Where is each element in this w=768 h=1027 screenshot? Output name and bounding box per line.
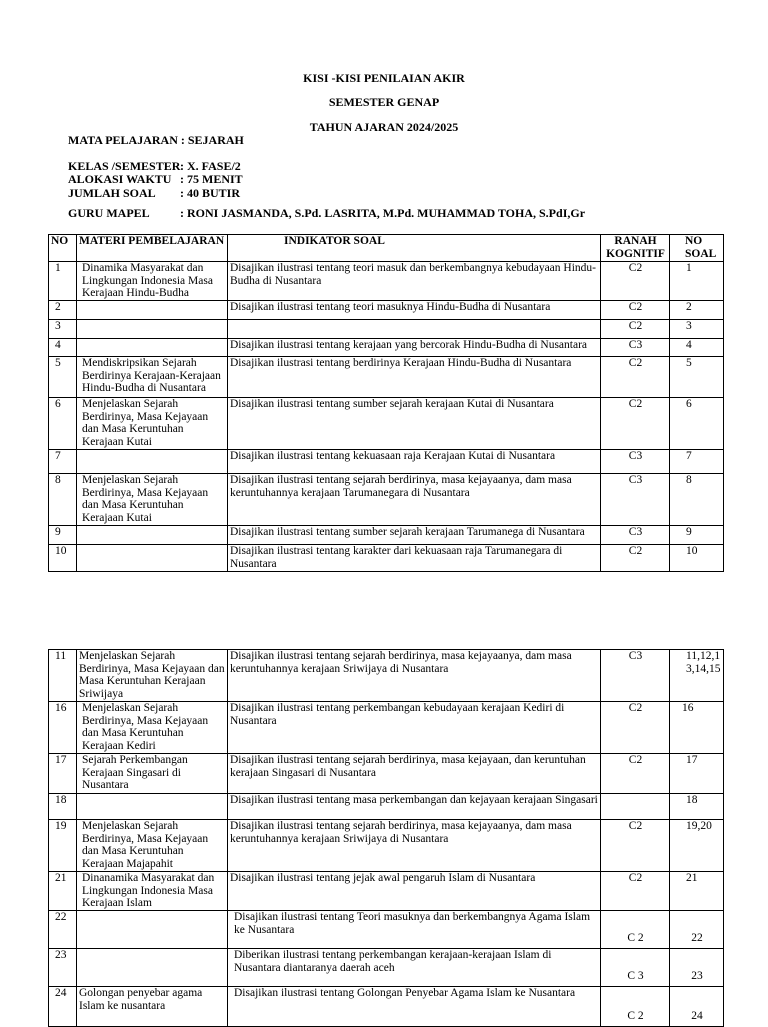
row-ranah: C 3 — [601, 949, 670, 987]
meta-alokasi — [68, 173, 243, 186]
table-row — [49, 526, 724, 545]
row-materi — [77, 450, 228, 474]
row-materi: Dinamika Masyarakat dan Lingkungan Indonesia Masa Kerajaan Hindu-Budha — [77, 262, 228, 301]
row-no: 22 — [49, 911, 77, 949]
table-header-row — [49, 235, 724, 262]
row-materi: Mendiskripsikan Sejarah Berdirinya Kerajaan-Kerajaan Hindu-Budha di Nusantara — [77, 357, 228, 398]
row-no: 19 — [49, 820, 77, 872]
row-no: 24 — [49, 987, 77, 1027]
row-nosoal: 7 — [670, 450, 724, 474]
row-ranah: C2 — [601, 320, 670, 339]
row-ranah: C2 — [601, 754, 670, 794]
row-ranah: C2 — [601, 545, 670, 572]
table-row — [49, 339, 724, 357]
row-materi: Menjelaskan Sejarah Berdirinya, Masa Kejayaan dan Masa Keruntuhan Kerajaan Kediri — [77, 702, 228, 754]
row-no: 23 — [49, 949, 77, 987]
table-row — [49, 301, 724, 320]
row-no: 4 — [49, 339, 77, 357]
table-row — [49, 650, 724, 702]
row-indikator: Disajikan ilustrasi tentang perkembangan kebudayaan kerajaan Kediri di Nusantara — [228, 702, 601, 754]
row-indikator: Disajikan ilustrasi tentang sejarah berdirinya, masa kejayaanya, dam masa keruntuhannya kerajaan Sriwijaya di Nusantara — [228, 650, 601, 702]
row-nosoal: 5 — [670, 357, 724, 398]
row-ranah: C 2 — [601, 987, 670, 1027]
row-indikator: Disajikan ilustrasi tentang teori masuknya Hindu-Budha di Nusantara — [228, 301, 601, 320]
row-no: 11 — [49, 650, 77, 702]
table-row — [49, 911, 724, 949]
doc-title-1: KISI -KISI PENILAIAN AKIR — [303, 71, 465, 85]
row-materi: Menjelaskan Sejarah Berdirinya, Masa Kejayaan dan Masa Keruntuhan Kerajaan Kutai — [77, 398, 228, 450]
row-indikator: Disajikan ilustrasi tentang sumber sejarah kerajaan Kutai di Nusantara — [228, 398, 601, 450]
row-ranah: C 2 — [601, 911, 670, 949]
row-nosoal: 4 — [670, 339, 724, 357]
meta-alokasi-value: : 75 MENIT — [180, 172, 243, 186]
row-nosoal: 3 — [670, 320, 724, 339]
row-materi: Menjelaskan Sejarah Berdirinya, Masa Kejayaan dan Masa Keruntuhan Kerajaan Sriwijaya — [77, 650, 228, 702]
row-no: 1 — [49, 262, 77, 301]
row-materi — [77, 526, 228, 545]
row-materi — [77, 339, 228, 357]
row-materi: Menjelaskan Sejarah Berdirinya, Masa Kejayaan dan Masa Keruntuhan Kerajaan Majapahit — [77, 820, 228, 872]
row-nosoal: 21 — [670, 872, 724, 911]
col-materi: MATERI PEMBELAJARAN — [77, 235, 228, 262]
row-indikator: Disajikan ilustrasi tentang teori masuk dan berkembangnya kebudayaan Hindu-Budha di Nusantara — [228, 262, 601, 301]
row-indikator: Disajikan ilustrasi tentang sumber sejarah kerajaan Tarumanega di Nusantara — [228, 526, 601, 545]
row-indikator: Disajikan ilustrasi tentang kekuasaan raja Kerajaan Kutai di Nusantara — [228, 450, 601, 474]
row-ranah: C3 — [601, 339, 670, 357]
col-nosoal: NO SOAL — [670, 235, 724, 262]
row-nosoal: 22 — [670, 911, 724, 949]
table-row — [49, 702, 724, 754]
meta-jumlah-value: : 40 BUTIR — [180, 186, 241, 200]
row-materi — [77, 911, 228, 949]
table-row — [49, 450, 724, 474]
meta-kelas-label: KELAS /SEMESTER — [68, 159, 181, 173]
col-ranah: RANAH KOGNITIF — [601, 235, 670, 262]
row-indikator: Disajikan ilustrasi tentang Golongan Penyebar Agama Islam ke Nusantara — [228, 987, 601, 1027]
row-no: 9 — [49, 526, 77, 545]
table-row — [49, 987, 724, 1027]
row-nosoal: 16 — [670, 702, 724, 754]
row-ranah: C2 — [601, 398, 670, 450]
row-nosoal: 18 — [670, 794, 724, 820]
meta-kelas-value: : X. FASE/2 — [180, 159, 241, 173]
row-materi — [77, 794, 228, 820]
row-indikator: Disajikan ilustrasi tentang sejarah berdirinya, masa kejayaan, dan keruntuhan kerajaan Singasari di Nusantara — [228, 754, 601, 794]
row-indikator: Disajikan ilustrasi tentang berdirinya Kerajaan Hindu-Budha di Nusantara — [228, 357, 601, 398]
meta-mapel: MATA PELAJARAN : SEJARAH — [68, 133, 244, 147]
table-row — [49, 872, 724, 911]
table-row — [49, 262, 724, 301]
row-ranah — [601, 794, 670, 820]
table-row — [49, 949, 724, 987]
row-indikator: Disajikan ilustrasi tentang jejak awal pengaruh Islam di Nusantara — [228, 872, 601, 911]
row-materi — [77, 949, 228, 987]
meta-alokasi-label: ALOKASI WAKTU — [68, 172, 172, 186]
table-row — [49, 474, 724, 526]
row-nosoal: 8 — [670, 474, 724, 526]
row-materi: Golongan penyebar agama Islam ke nusantara — [77, 987, 228, 1027]
row-materi: Menjelaskan Sejarah Berdirinya, Masa Kejayaan dan Masa Keruntuhan Kerajaan Kutai — [77, 474, 228, 526]
row-ranah: C2 — [601, 301, 670, 320]
row-ranah: C3 — [601, 450, 670, 474]
row-indikator — [228, 320, 601, 339]
row-materi — [77, 320, 228, 339]
table-row — [49, 794, 724, 820]
row-no: 5 — [49, 357, 77, 398]
row-nosoal: 11,12,13,14,15 — [670, 650, 724, 702]
row-nosoal: 19,20 — [670, 820, 724, 872]
meta-guru-label: GURU MAPEL — [68, 206, 150, 220]
table-row — [49, 754, 724, 794]
kisi-table-1 — [48, 234, 724, 572]
row-nosoal: 1 — [670, 262, 724, 301]
row-no: 3 — [49, 320, 77, 339]
row-ranah: C3 — [601, 474, 670, 526]
row-indikator: Disajikan ilustrasi tentang karakter dari kekuasaan raja Tarumanegara di Nusantara — [228, 545, 601, 572]
row-nosoal: 2 — [670, 301, 724, 320]
row-no: 17 — [49, 754, 77, 794]
meta-jumlah-label: JUMLAH SOAL — [68, 186, 156, 200]
row-ranah: C2 — [601, 702, 670, 754]
row-indikator: Diberikan ilustrasi tentang perkembangan kerajaan-kerajaan Islam di Nusantara diantaranya daerah aceh — [228, 949, 601, 987]
meta-guru-value: : RONI JASMANDA, S.Pd. LASRITA, M.Pd. MUHAMMAD TOHA, S.PdI,Gr — [180, 206, 586, 220]
row-indikator: Disajikan ilustrasi tentang sejarah berdirinya, masa kejayaanya, dam masa keruntuhannya kerajaan Tarumanegara di Nusantara — [228, 474, 601, 526]
row-indikator: Disajikan ilustrasi tentang kerajaan yang bercorak Hindu-Budha di Nusantara — [228, 339, 601, 357]
row-no: 10 — [49, 545, 77, 572]
row-ranah: C2 — [601, 262, 670, 301]
table-row — [49, 820, 724, 872]
kisi-table-2 — [48, 649, 724, 1027]
row-materi — [77, 545, 228, 572]
row-nosoal: 17 — [670, 754, 724, 794]
row-indikator: Disajikan ilustrasi tentang sejarah berdirinya, masa kejayaanya, dam masa keruntuhannya kerajaan Sriwijaya di Nusantara — [228, 820, 601, 872]
row-ranah: C2 — [601, 820, 670, 872]
row-materi: Sejarah Perkembangan Kerajaan Singasari di Nusantara — [77, 754, 228, 794]
row-materi — [77, 301, 228, 320]
row-ranah: C3 — [601, 650, 670, 702]
row-ranah: C3 — [601, 526, 670, 545]
meta-jumlah — [68, 187, 240, 200]
row-no: 21 — [49, 872, 77, 911]
col-indikator: INDIKATOR SOAL — [228, 235, 601, 262]
row-ranah: C2 — [601, 872, 670, 911]
row-nosoal: 6 — [670, 398, 724, 450]
row-no: 18 — [49, 794, 77, 820]
row-indikator: Disajikan ilustrasi tentang masa perkembangan dan kejayaan kerajaan Singasari — [228, 794, 601, 820]
row-no: 7 — [49, 450, 77, 474]
row-no: 16 — [49, 702, 77, 754]
row-ranah: C2 — [601, 357, 670, 398]
col-no: NO — [49, 235, 77, 262]
doc-title-2: SEMESTER GENAP — [328, 95, 440, 109]
meta-guru — [68, 207, 585, 220]
row-nosoal: 23 — [670, 949, 724, 987]
table-row — [49, 357, 724, 398]
row-nosoal: 24 — [670, 987, 724, 1027]
row-no: 2 — [49, 301, 77, 320]
row-nosoal: 10 — [670, 545, 724, 572]
row-nosoal: 9 — [670, 526, 724, 545]
row-no: 6 — [49, 398, 77, 450]
row-materi: Dinanamika Masyarakat dan Lingkungan Indonesia Masa Kerajaan Islam — [77, 872, 228, 911]
table-row — [49, 398, 724, 450]
table-row — [49, 320, 724, 339]
table-row — [49, 545, 724, 572]
row-no: 8 — [49, 474, 77, 526]
doc-title-3: TAHUN AJARAN 2024/2025 — [309, 120, 459, 134]
row-indikator: Disajikan ilustrasi tentang Teori masuknya dan berkembangnya Agama Islam ke Nusantara — [228, 911, 601, 949]
